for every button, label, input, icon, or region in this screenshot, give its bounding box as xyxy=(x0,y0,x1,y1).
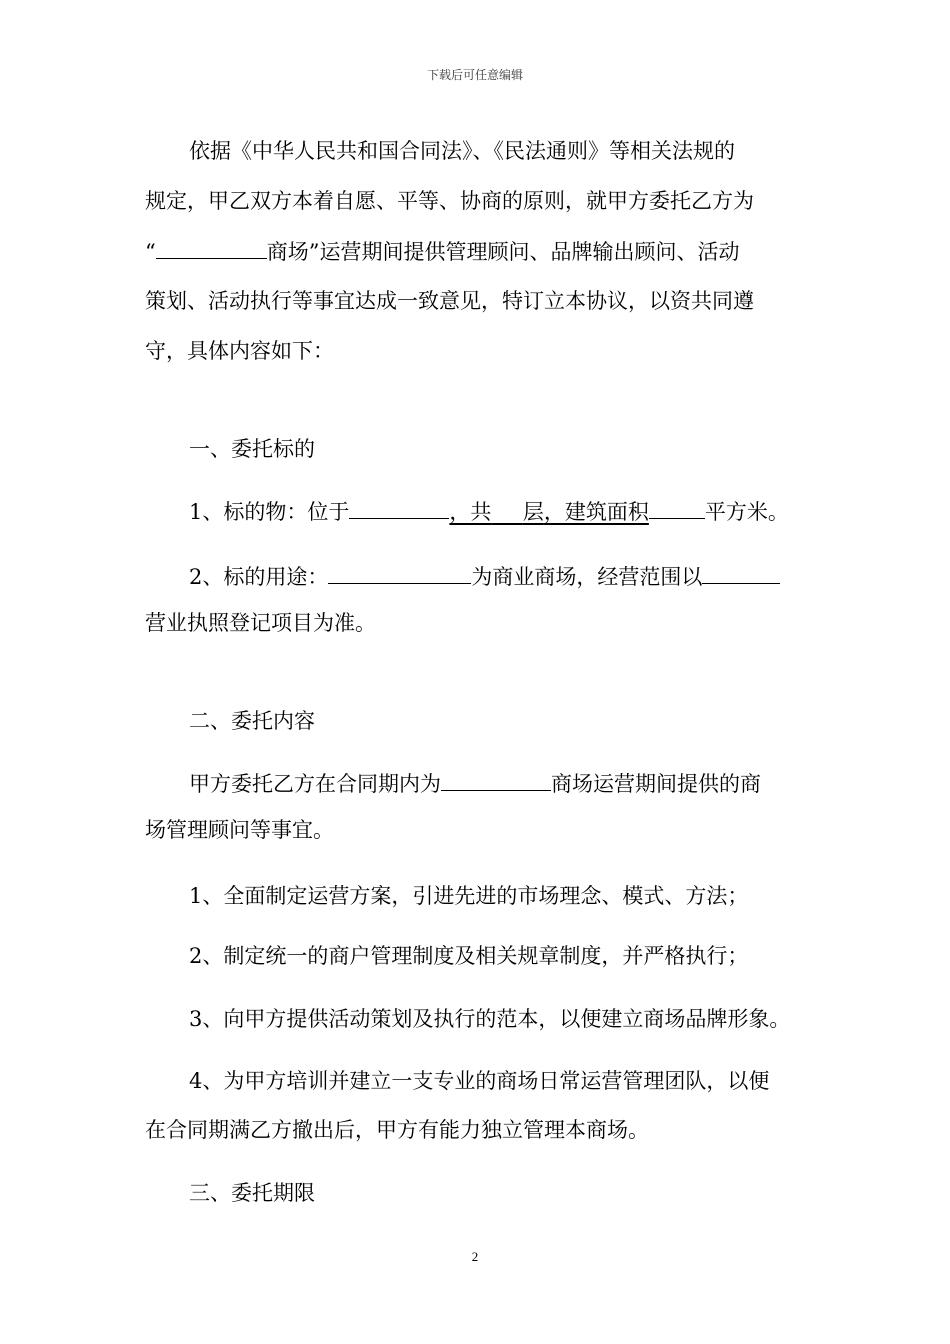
page-number: 2 xyxy=(471,1249,479,1264)
section-1-heading: 一、委托标的 xyxy=(189,437,315,461)
para-text-a: 甲方委托乙方在合同期内为 xyxy=(189,772,441,796)
open-quote: “ xyxy=(145,240,156,264)
section-1-item-1 xyxy=(189,496,789,527)
item-2-label: 2、标的用途： xyxy=(189,565,329,589)
section-1-item-2-cont: 营业执照登记项目为准。 xyxy=(145,611,376,635)
section-2-item-1: 1、全面制定运营方案，引进先进的市场理念、模式、方法； xyxy=(189,884,749,908)
section-2-para-line-1 xyxy=(189,768,761,799)
intro-line-2: 规定，甲乙双方本着自愿、平等、协商的原则，就甲方委托乙方为 xyxy=(145,189,754,213)
usage-blank xyxy=(328,561,471,584)
section-2-item-4-line-2: 在合同期满乙方撤出后，甲方有能力独立管理本商场。 xyxy=(145,1118,649,1142)
mall-name-blank-2 xyxy=(441,768,551,791)
scope-blank xyxy=(702,561,780,584)
floors-prefix: ，共 xyxy=(449,500,492,524)
intro-line-4: 策划、活动执行等事宜达成一致意见，特订立本协议，以资共同遵 xyxy=(145,289,754,313)
area-label: ，建筑面积 xyxy=(543,500,649,524)
floors-blank xyxy=(491,500,523,524)
section-3-heading: 三、委托期限 xyxy=(189,1181,315,1205)
item-2-text: 为商业商场，经营范围以 xyxy=(471,565,703,589)
section-2-item-4-line-1: 4、为甲方培训并建立一支专业的商场日常运营管理团队，以便 xyxy=(189,1069,770,1093)
section-2-item-3: 3、向甲方提供活动策划及执行的范本，以便建立商场品牌形象。 xyxy=(189,1007,791,1031)
location-blank xyxy=(349,496,449,519)
intro-line-3-text: 商场”运营期间提供管理顾问、品牌输出顾问、活动 xyxy=(266,240,740,264)
floors-unit: 层 xyxy=(522,500,544,524)
intro-line-1: 依据《中华人民共和国合同法》、《民法通则》等相关法规的 xyxy=(189,139,735,163)
section-2-item-2: 2、制定统一的商户管理制度及相关规章制度，并严格执行； xyxy=(189,944,749,968)
intro-line-5: 守，具体内容如下： xyxy=(145,339,334,363)
para-text-b: 商场运营期间提供的商 xyxy=(551,772,761,796)
item-1-label: 1、标的物：位于 xyxy=(189,500,350,524)
section-1-item-2 xyxy=(189,561,780,592)
mall-name-blank xyxy=(156,236,267,259)
area-unit: 平方米。 xyxy=(704,500,789,524)
page-header: 下载后可任意编辑 xyxy=(426,68,523,82)
intro-line-3 xyxy=(145,236,739,267)
section-2-heading: 二、委托内容 xyxy=(189,709,315,733)
area-blank xyxy=(649,496,705,519)
section-2-para-line-2: 场管理顾问等事宜。 xyxy=(145,818,334,842)
